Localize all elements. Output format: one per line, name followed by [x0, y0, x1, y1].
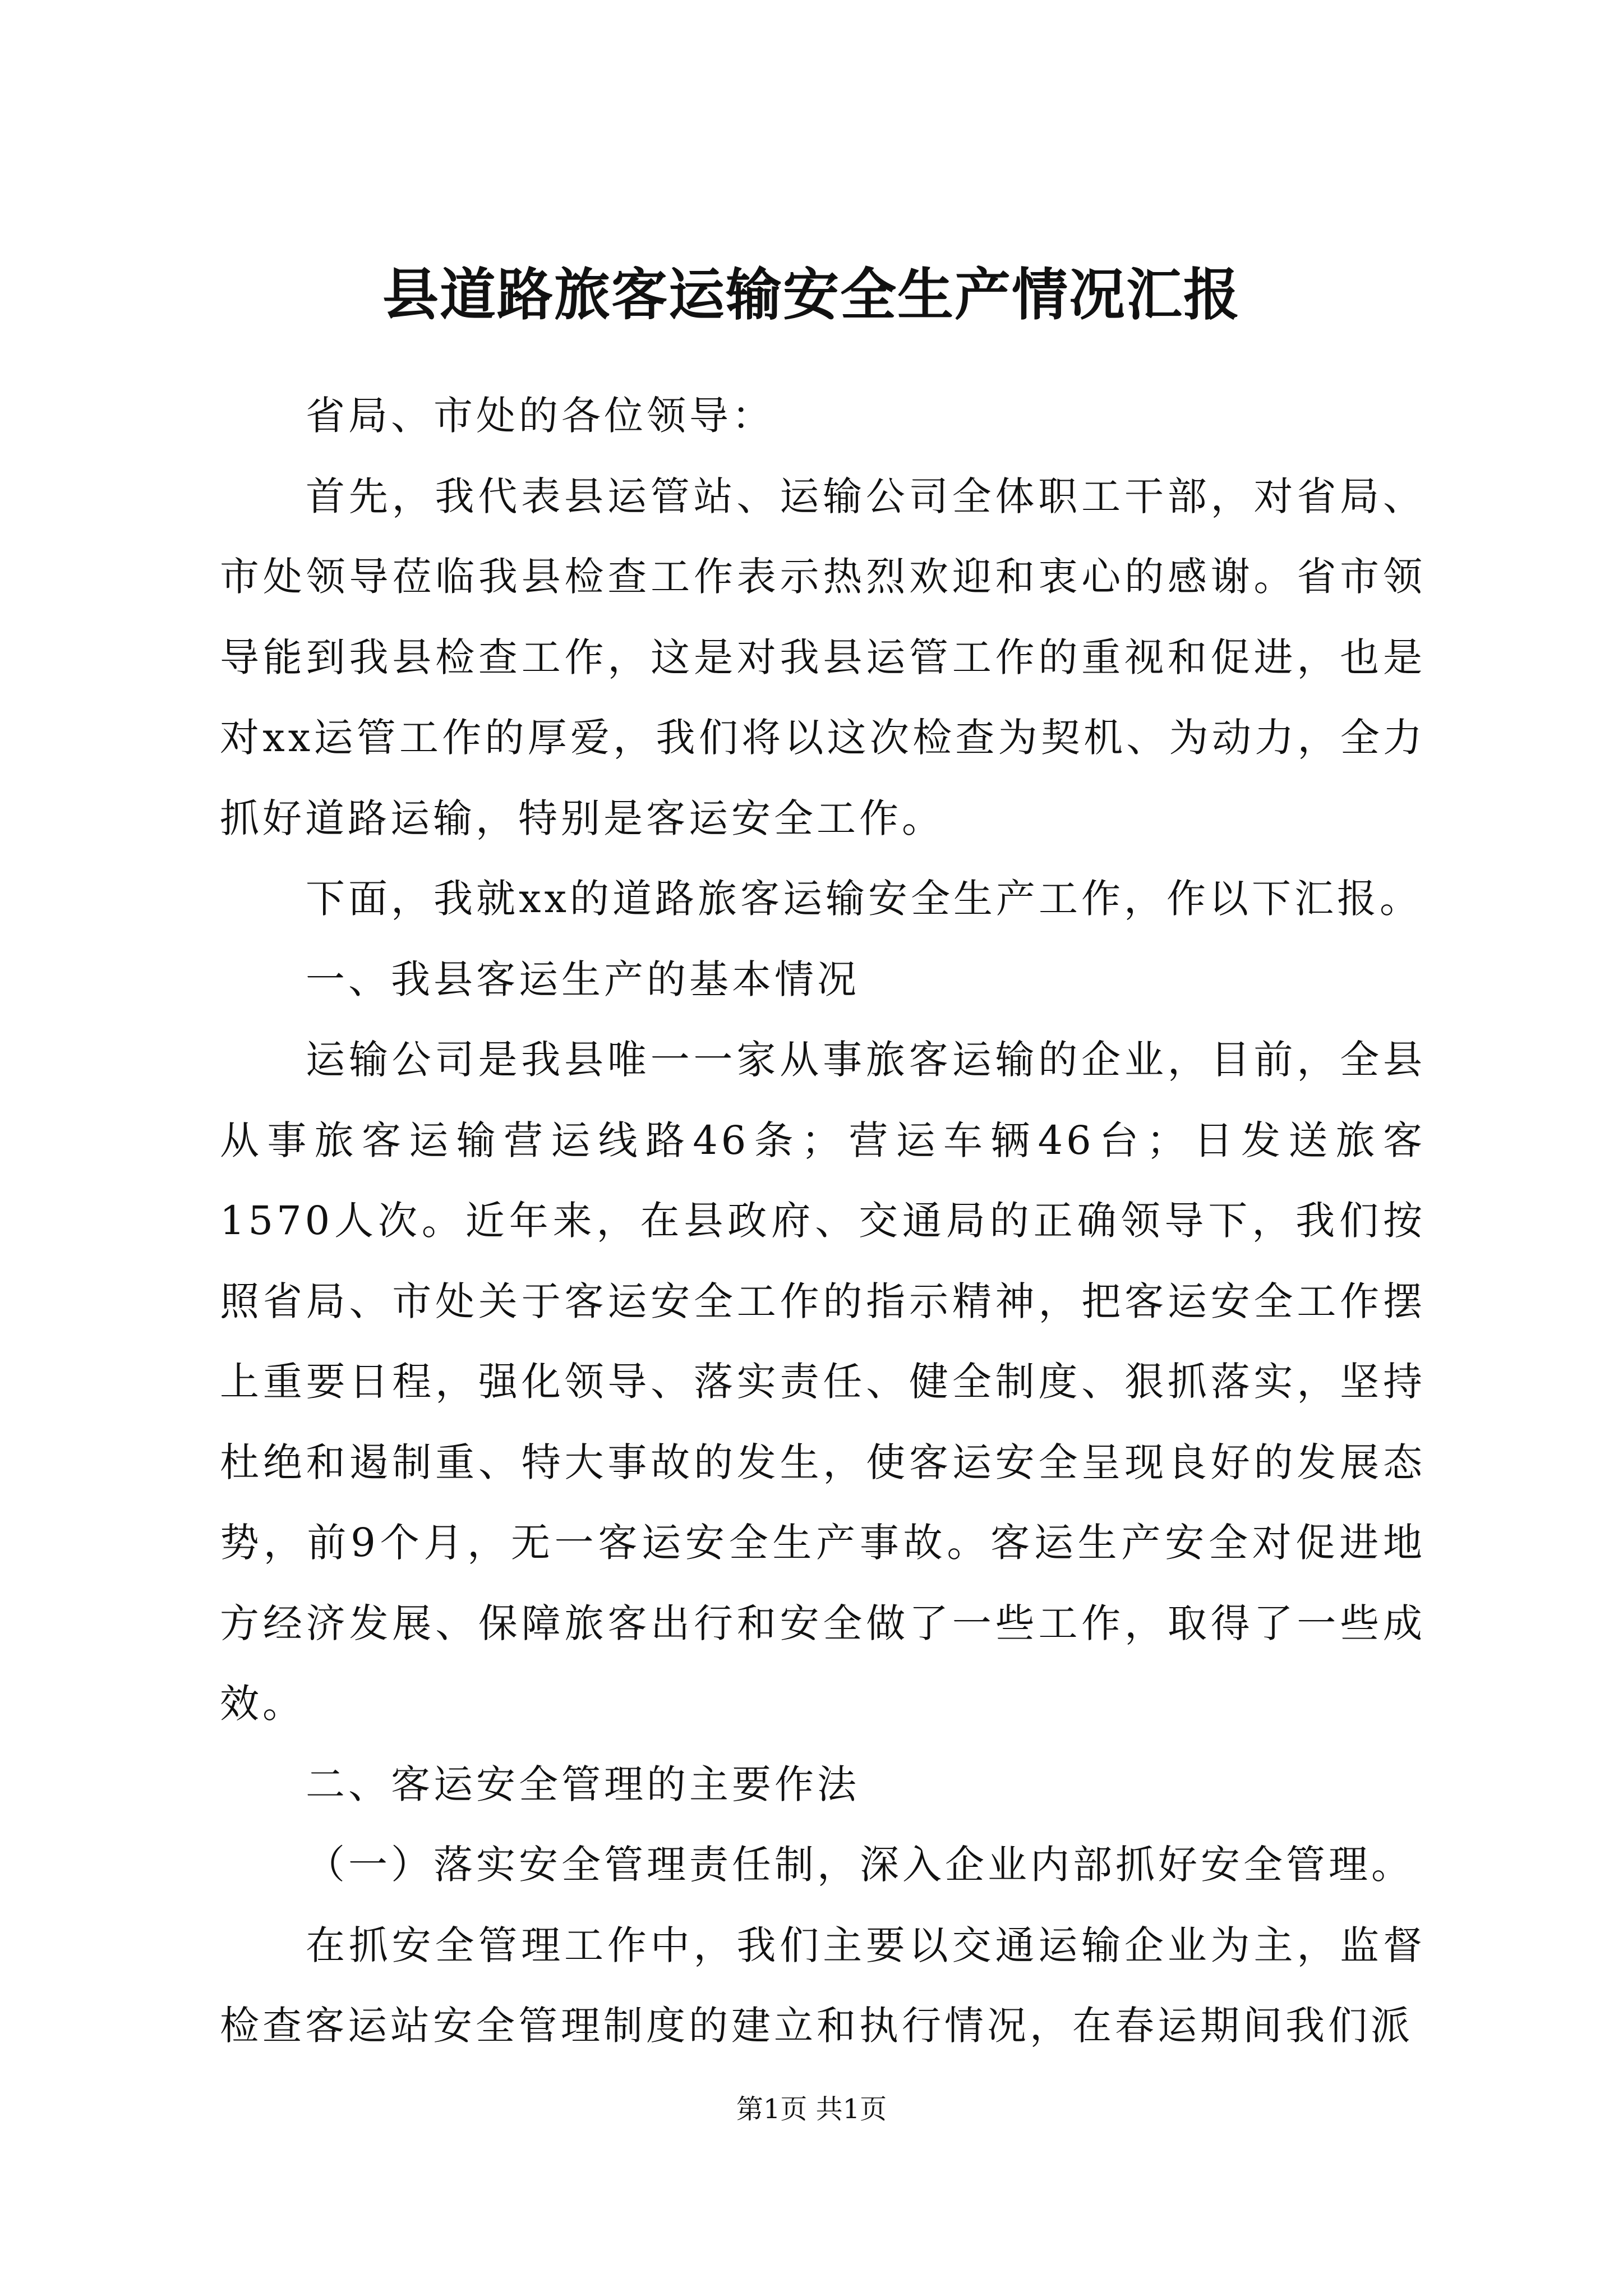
paragraph-safety-management: 在抓安全管理工作中，我们主要以交通运输企业为主，监督检查客运站安全管理制度的建立和执行情况，在春运期间我们派 [220, 1922, 1426, 2049]
section-heading-1: 一、我县客运生产的基本情况 [306, 956, 860, 1002]
document-body [220, 376, 1426, 2067]
paragraph-basic-situation: 运输公司是我县唯一一家从事旅客运输的企业，目前，全县从事旅客运输营运线路46条；营运车辆46台；日发送旅客1570人次。近年来，在县政府、交通局的正确领导下，我们按照省局、市处关于客运安全工作的指示精神，把客运安全工作摆上重要日程，强化领导、落实责任、健全制度、狠抓落实，坚持杜绝和遏制重、特大事故的发生，使客运安全呈现良好的发展态势，前9个月，无一客运安全生产事故。客运生产安全对促进地方经济发展、保障旅客出行和安全做了一些工作，取得了一些成效。 [220, 1037, 1426, 1727]
salutation: 省局、市处的各位领导： [306, 393, 774, 439]
paragraph-report-lead: 下面，我就xx的道路旅客运输安全生产工作，作以下汇报。 [306, 876, 1422, 922]
paragraph-intro: 首先，我代表县运管站、运输公司全体职工干部，对省局、市处领导莅临我县检查工作表示热烈欢迎和衷心的感谢。省市领导能到我县检查工作，这是对我县运管工作的重视和促进，也是对xx运管工作的厚爱，我们将以这次检查为契机、为动力，全力抓好道路运输，特别是客运安全工作。 [220, 473, 1426, 841]
document-title: 县道路旅客运输安全生产情况汇报 [382, 261, 1241, 328]
subsection-heading-1: （一）落实安全管理责任制，深入企业内部抓好安全管理。 [306, 1842, 1414, 1888]
section-heading-2: 二、客运安全管理的主要作法 [306, 1761, 860, 1807]
page-footer: 第1页 共1页 [736, 2093, 887, 2125]
